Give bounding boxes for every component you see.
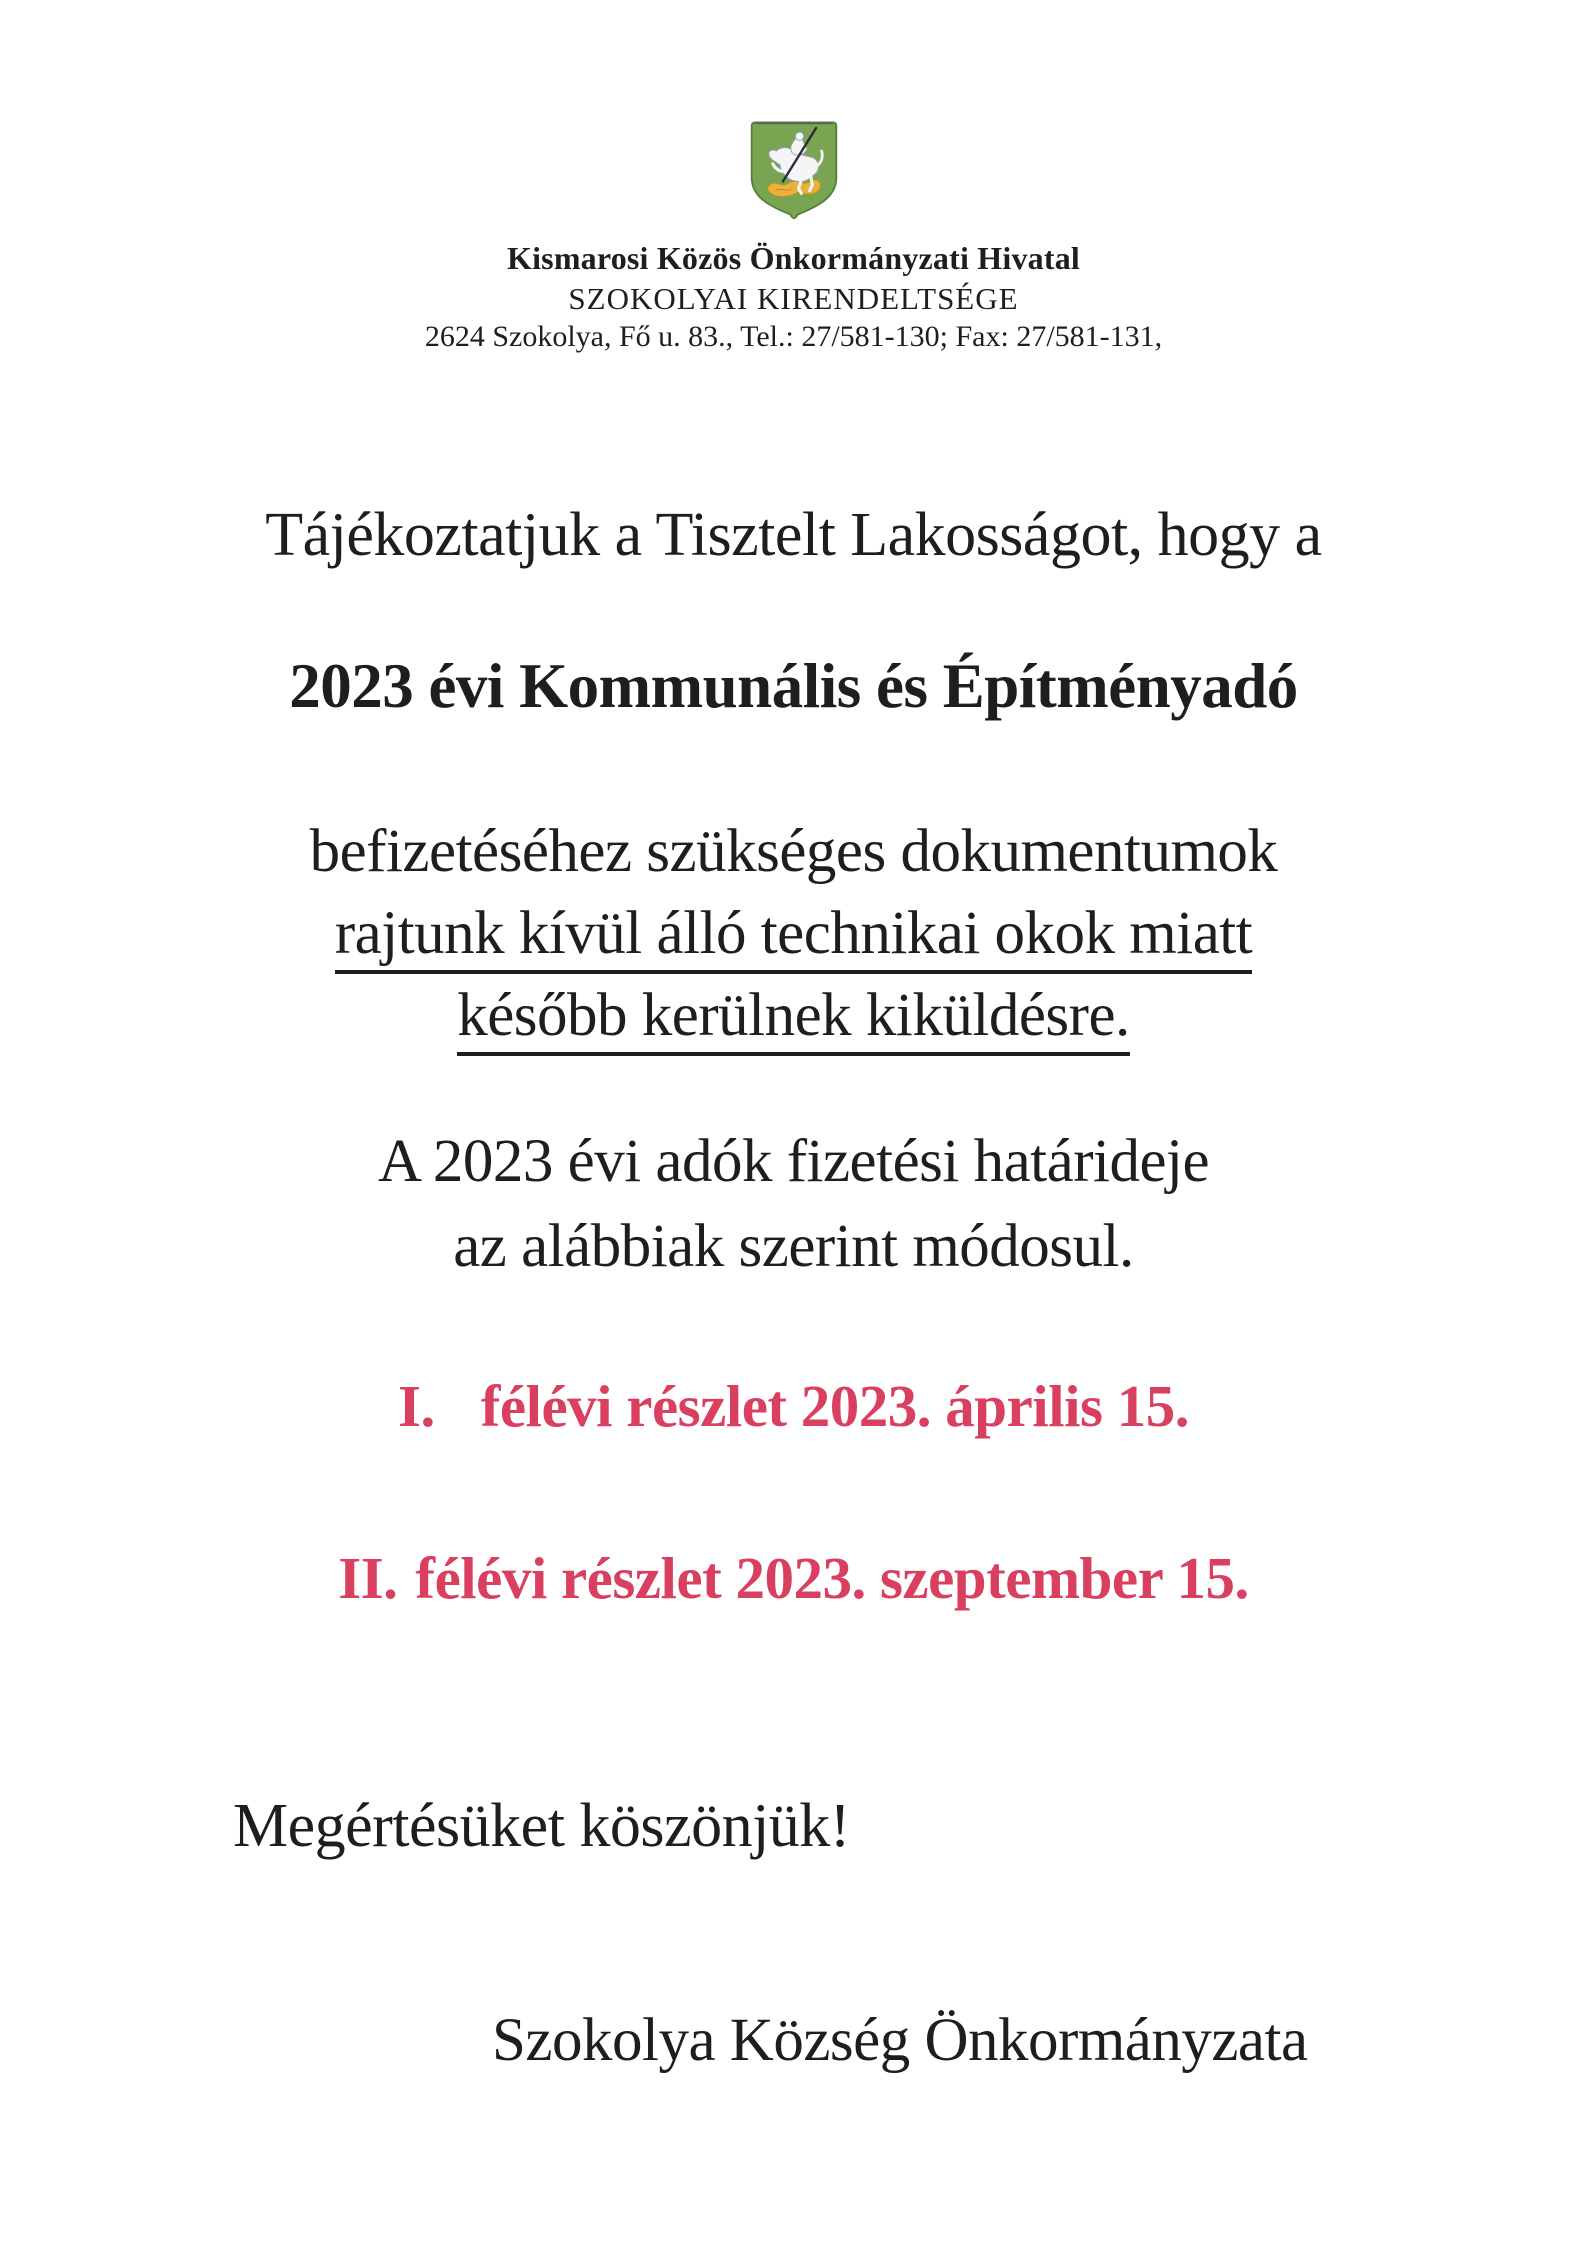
second-installment-deadline bbox=[0, 1541, 1587, 1615]
deadline-paragraph bbox=[0, 1119, 1587, 1289]
signature-line: Szokolya Község Önkormányzata bbox=[492, 2007, 1308, 2074]
underlined-line-2-row bbox=[0, 975, 1587, 1057]
deadline-line-1: A 2023 évi adók fizetési határideje bbox=[377, 1128, 1210, 1195]
underlined-line-1-row bbox=[0, 893, 1587, 975]
deadline-line-2: az alábbiak szerint módosul. bbox=[453, 1213, 1134, 1280]
organization-address: 2624 Szokolya, Fő u. 83., Tel.: 27/581-130; Fax: 27/581-131, bbox=[424, 320, 1163, 353]
letterhead bbox=[0, 0, 1587, 354]
second-installment-text: félévi részlet 2023. szeptember 15. bbox=[415, 1545, 1249, 1611]
first-installment-deadline bbox=[0, 1369, 1587, 1443]
documents-paragraph bbox=[0, 811, 1587, 1057]
second-installment-numeral: II. bbox=[338, 1545, 398, 1611]
underlined-line-2: később kerülnek kiküldésre. bbox=[457, 984, 1130, 1056]
organization-branch: SZOKOLYAI KIRENDELTSÉGE bbox=[568, 281, 1019, 316]
first-installment-numeral: I. bbox=[398, 1373, 435, 1439]
underlined-line-1: rajtunk kívül álló technikai okok miatt bbox=[335, 902, 1252, 974]
organization-name: Kismarosi Közös Önkormányzati Hivatal bbox=[506, 240, 1081, 276]
tax-title-line: 2023 évi Kommunális és Építményadó bbox=[289, 651, 1298, 721]
first-installment-text: félévi részlet 2023. április 15. bbox=[480, 1373, 1189, 1439]
thanks-line: Megértésüket köszönjük! bbox=[233, 1792, 850, 1860]
municipal-coat-of-arms-icon bbox=[748, 116, 840, 232]
documents-line: befizetéséhez szükséges dokumentumok bbox=[309, 818, 1278, 885]
intro-line: Tájékoztatjuk a Tisztelt Lakosságot, hogy a bbox=[265, 501, 1322, 569]
notice-body bbox=[0, 496, 1587, 2079]
